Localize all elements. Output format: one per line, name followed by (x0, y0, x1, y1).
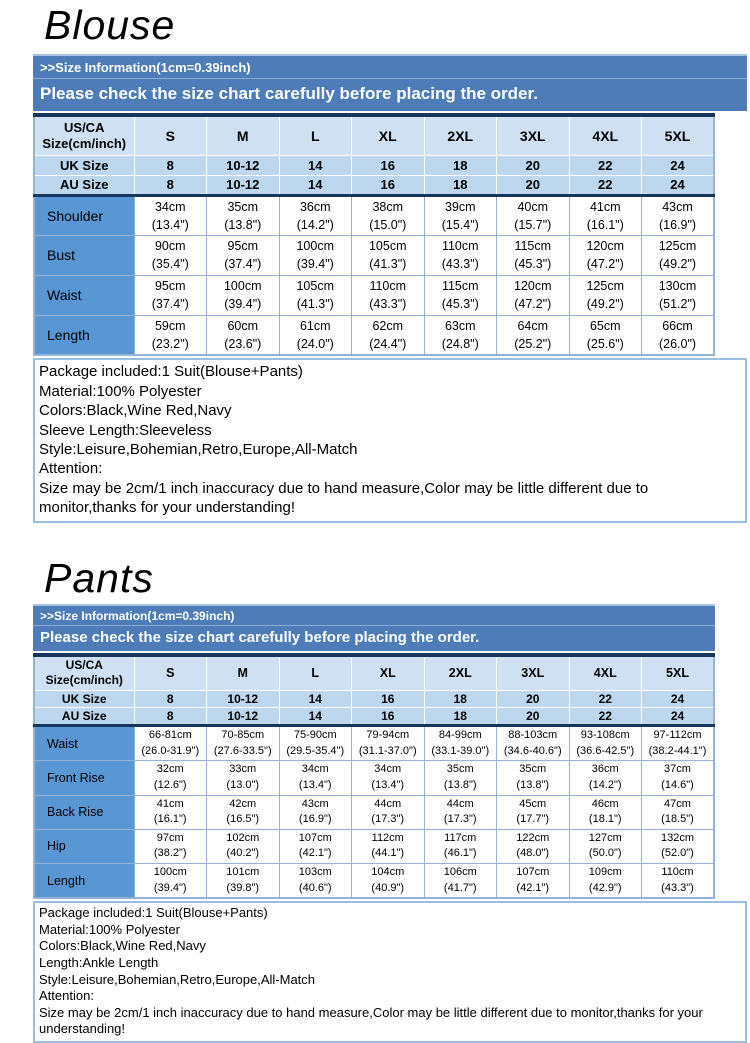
au-size-cell: 10-12 (207, 708, 280, 726)
measurement-cell: 34cm (13.4") (352, 761, 425, 795)
measurement-cell: 105cm (41.3") (279, 275, 352, 315)
measurement-cell: 35cm (13.8") (424, 761, 497, 795)
au-size-cell: 8 (134, 175, 207, 195)
measurement-cell: 84-99cm (33.1-39.0") (424, 726, 497, 761)
note-disclaimer: Size may be 2cm/1 inch inaccuracy due to hand measure,Color may be little different due to monitor,thanks for your understanding! (39, 479, 649, 517)
measurement-row (34, 761, 714, 795)
size-column-header: M (207, 655, 280, 691)
measurement-cell: 120cm (47.2") (497, 275, 570, 315)
measurement-cell: 90cm (35.4") (134, 235, 207, 275)
measurement-cell: 66-81cm (26.0-31.9") (134, 726, 207, 761)
measurement-cell: 62cm (24.4") (352, 315, 425, 355)
measurement-cell: 35cm (13.8") (497, 761, 570, 795)
us-ca-corner-cell: US/CA Size(cm/inch) (34, 655, 134, 691)
measurement-cell: 47cm (18.5") (642, 795, 715, 829)
measurement-cell: 70-85cm (27.6-33.5") (207, 726, 280, 761)
size-chart-sheet (0, 2, 750, 1037)
measurement-cell: 101cm (39.8") (207, 863, 280, 898)
size-column-header: 5XL (642, 655, 715, 691)
measurement-cell: 75-90cm (29.5-35.4") (279, 726, 352, 761)
size-column-header: 2XL (424, 115, 497, 155)
measurement-cell: 109cm (42.9") (569, 863, 642, 898)
measurement-cell: 95cm (37.4") (134, 275, 207, 315)
measurement-cell: 44cm (17.3") (424, 795, 497, 829)
au-size-cell: 16 (352, 175, 425, 195)
measurement-row (34, 235, 714, 275)
measurement-cell: 107cm (42.1") (279, 829, 352, 863)
measurement-cell: 112cm (44.1") (352, 829, 425, 863)
size-column-header: 4XL (569, 655, 642, 691)
note-package: Package included:1 Suit(Blouse+Pants) (39, 363, 303, 381)
size-information-line: >>Size Information(1cm=0.39inch) (33, 606, 715, 626)
size-column-header: XL (352, 655, 425, 691)
au-size-label: AU Size (34, 708, 134, 726)
blouse-title: Blouse (44, 2, 176, 48)
measurement-cell: 35cm (13.8") (207, 195, 280, 235)
measurement-row (34, 863, 714, 898)
measurement-cell: 117cm (46.1") (424, 829, 497, 863)
uk-size-cell: 14 (279, 691, 352, 708)
au-size-cell: 16 (352, 708, 425, 726)
uk-size-cell: 24 (642, 691, 715, 708)
measurement-cell: 40cm (15.7") (497, 195, 570, 235)
measurement-cell: 105cm (41.3") (352, 235, 425, 275)
uk-size-cell: 16 (352, 691, 425, 708)
uk-size-label: UK Size (34, 691, 134, 708)
au-size-cell: 22 (569, 175, 642, 195)
measurement-cell: 43cm (16.9") (279, 795, 352, 829)
note-style: Style:Leisure,Bohemian,Retro,Europe,All-Match (39, 971, 316, 987)
measurement-cell: 100cm (39.4") (134, 863, 207, 898)
blouse-section (0, 4, 750, 523)
measurement-cell: 97-112cm (38.2-44.1") (642, 726, 715, 761)
size-column-header: XL (352, 115, 425, 155)
measurement-row-label: Waist (34, 726, 134, 761)
measurement-cell: 79-94cm (31.1-37.0") (352, 726, 425, 761)
measurement-cell: 115cm (45.3") (424, 275, 497, 315)
uk-size-cell: 20 (497, 155, 570, 175)
au-size-cell: 14 (279, 175, 352, 195)
size-column-header: L (279, 115, 352, 155)
uk-size-cell: 20 (497, 691, 570, 708)
size-column-header: S (134, 655, 207, 691)
size-column-header: M (207, 115, 280, 155)
au-size-label: AU Size (34, 175, 134, 195)
measurement-cell: 100cm (39.4") (207, 275, 280, 315)
measurement-cell: 32cm (12.6") (134, 761, 207, 795)
check-size-chart-line: Please check the size chart carefully before placing the order. (40, 628, 480, 646)
pants-size-table (33, 653, 715, 900)
measurement-row-label: Back Rise (34, 795, 134, 829)
uk-size-cell: 18 (424, 691, 497, 708)
measurement-row-label: Waist (34, 275, 134, 315)
measurement-row-label: Shoulder (34, 195, 134, 235)
measurement-cell: 65cm (25.6") (569, 315, 642, 355)
au-size-cell: 20 (497, 175, 570, 195)
note-disclaimer: Size may be 2cm/1 inch inaccuracy due to hand measure,Color may be little different due to monitor,thanks for your understanding! (39, 1004, 703, 1037)
measurement-row-label: Length (34, 315, 134, 355)
measurement-cell: 125cm (49.2") (569, 275, 642, 315)
size-column-header: 3XL (497, 655, 570, 691)
au-size-cell: 8 (134, 708, 207, 726)
uk-size-label: UK Size (34, 155, 134, 175)
note-style: Style:Leisure,Bohemian,Retro,Europe,All-Match (39, 440, 358, 458)
measurement-cell: 41cm (16.1") (134, 795, 207, 829)
size-column-header: S (134, 115, 207, 155)
note-attention: Attention: (39, 460, 103, 478)
uk-size-cell: 16 (352, 155, 425, 175)
blouse-notes-box (33, 358, 747, 522)
au-size-cell: 20 (497, 708, 570, 726)
size-column-header: 5XL (642, 115, 715, 155)
measurement-row (34, 795, 714, 829)
measurement-cell: 110cm (43.3") (642, 863, 715, 898)
measurement-cell: 88-103cm (34.6-40.6") (497, 726, 570, 761)
note-material: Material:100% Polyester (39, 921, 180, 937)
uk-size-cell: 24 (642, 155, 715, 175)
size-information-line: >>Size Information(1cm=0.39inch) (33, 56, 747, 79)
measurement-cell: 59cm (23.2") (134, 315, 207, 355)
measurement-cell: 63cm (24.8") (424, 315, 497, 355)
measurement-cell: 120cm (47.2") (569, 235, 642, 275)
measurement-cell: 61cm (24.0") (279, 315, 352, 355)
note-package: Package included:1 Suit(Blouse+Pants) (39, 905, 268, 921)
measurement-row-label: Length (34, 863, 134, 898)
measurement-cell: 127cm (50.0") (569, 829, 642, 863)
measurement-cell: 38cm (15.0") (352, 195, 425, 235)
measurement-row (34, 829, 714, 863)
note-colors: Colors:Black,Wine Red,Navy (39, 402, 232, 420)
measurement-cell: 106cm (41.7") (424, 863, 497, 898)
measurement-cell: 132cm (52.0") (642, 829, 715, 863)
au-size-cell: 14 (279, 708, 352, 726)
measurement-cell: 42cm (16.5") (207, 795, 280, 829)
measurement-row (34, 195, 714, 235)
uk-size-cell: 14 (279, 155, 352, 175)
measurement-cell: 103cm (40.6") (279, 863, 352, 898)
measurement-cell: 36cm (14.2") (569, 761, 642, 795)
size-column-header: 3XL (497, 115, 570, 155)
pants-info-bar (33, 604, 715, 651)
uk-size-cell: 22 (569, 691, 642, 708)
measurement-cell: 97cm (38.2") (134, 829, 207, 863)
measurement-row-label: Bust (34, 235, 134, 275)
measurement-cell: 39cm (15.4") (424, 195, 497, 235)
au-size-cell: 22 (569, 708, 642, 726)
check-size-chart-line: Please check the size chart carefully before placing the order. (40, 84, 538, 104)
note-length: Length:Ankle Length (39, 954, 159, 970)
measurement-cell: 115cm (45.3") (497, 235, 570, 275)
measurement-row (34, 315, 714, 355)
blouse-info-bar (33, 54, 747, 111)
measurement-cell: 44cm (17.3") (352, 795, 425, 829)
measurement-cell: 100cm (39.4") (279, 235, 352, 275)
size-column-header: 2XL (424, 655, 497, 691)
pants-notes-box (33, 901, 747, 1043)
measurement-cell: 110cm (43.3") (424, 235, 497, 275)
measurement-cell: 125cm (49.2") (642, 235, 715, 275)
us-ca-corner-cell: US/CA Size(cm/inch) (34, 115, 134, 155)
au-size-cell: 10-12 (207, 175, 280, 195)
measurement-row-label: Hip (34, 829, 134, 863)
uk-size-cell: 18 (424, 155, 497, 175)
measurement-cell: 95cm (37.4") (207, 235, 280, 275)
size-column-header: 4XL (569, 115, 642, 155)
au-size-cell: 18 (424, 708, 497, 726)
measurement-cell: 122cm (48.0") (497, 829, 570, 863)
au-size-cell: 18 (424, 175, 497, 195)
note-attention: Attention: (39, 988, 94, 1004)
measurement-row-label: Front Rise (34, 761, 134, 795)
au-size-cell: 24 (642, 708, 715, 726)
measurement-cell: 33cm (13.0") (207, 761, 280, 795)
pants-section (0, 554, 750, 1043)
measurement-cell: 64cm (25.2") (497, 315, 570, 355)
measurement-cell: 37cm (14.6") (642, 761, 715, 795)
measurement-cell: 36cm (14.2") (279, 195, 352, 235)
measurement-cell: 130cm (51.2") (642, 275, 715, 315)
measurement-cell: 110cm (43.3") (352, 275, 425, 315)
note-material: Material:100% Polyester (39, 382, 202, 400)
uk-size-cell: 10-12 (207, 691, 280, 708)
measurement-cell: 41cm (16.1") (569, 195, 642, 235)
uk-size-cell: 8 (134, 155, 207, 175)
measurement-cell: 46cm (18.1") (569, 795, 642, 829)
blouse-size-table (33, 113, 715, 356)
au-size-cell: 24 (642, 175, 715, 195)
measurement-cell: 107cm (42.1") (497, 863, 570, 898)
measurement-cell: 104cm (40.9") (352, 863, 425, 898)
uk-size-cell: 10-12 (207, 155, 280, 175)
measurement-cell: 34cm (13.4") (134, 195, 207, 235)
measurement-row (34, 275, 714, 315)
uk-size-cell: 22 (569, 155, 642, 175)
note-sleeve: Sleeve Length:Sleeveless (39, 421, 212, 439)
pants-title: Pants (44, 554, 154, 601)
measurement-cell: 34cm (13.4") (279, 761, 352, 795)
measurement-cell: 93-108cm (36.6-42.5") (569, 726, 642, 761)
measurement-cell: 60cm (23.6") (207, 315, 280, 355)
note-colors: Colors:Black,Wine Red,Navy (39, 938, 206, 954)
measurement-cell: 45cm (17.7") (497, 795, 570, 829)
measurement-row (34, 726, 714, 761)
size-column-header: L (279, 655, 352, 691)
uk-size-cell: 8 (134, 691, 207, 708)
measurement-cell: 102cm (40.2") (207, 829, 280, 863)
measurement-cell: 66cm (26.0") (642, 315, 715, 355)
measurement-cell: 43cm (16.9") (642, 195, 715, 235)
